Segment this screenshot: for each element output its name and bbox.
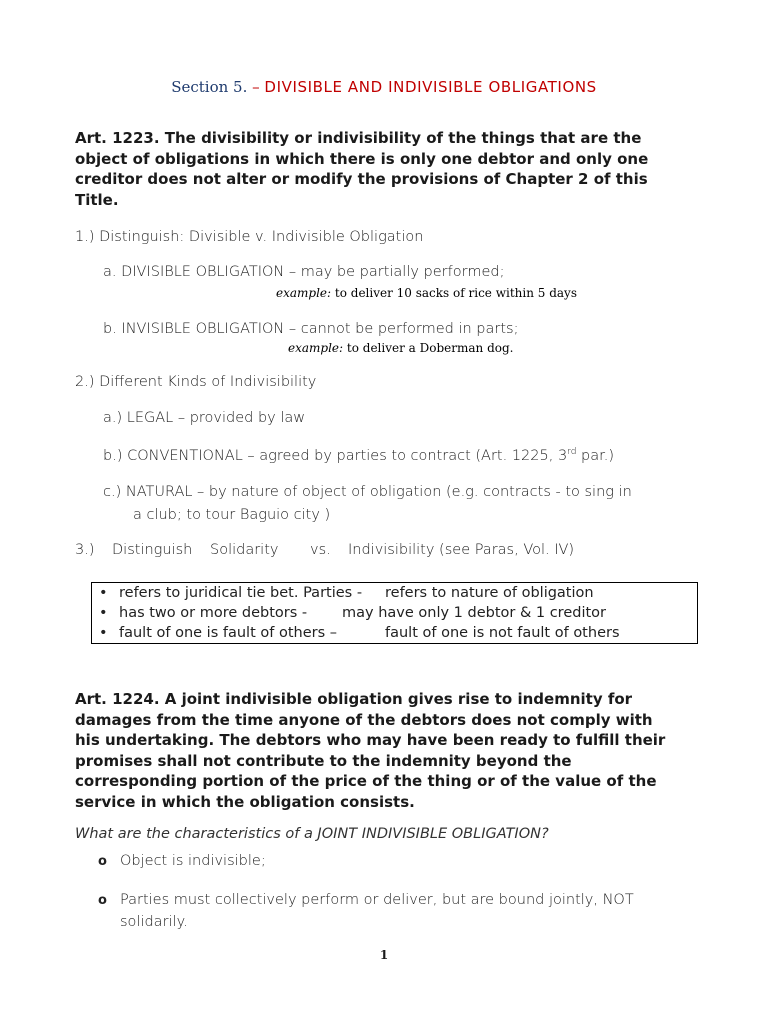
item-3-word: Distinguish xyxy=(112,542,193,558)
item-3-number: 3.) xyxy=(75,542,95,558)
comparison-row xyxy=(99,605,606,621)
page-number: 1 xyxy=(379,948,389,962)
item-3-word: Indivisibility (see Paras, Vol. IV) xyxy=(348,542,575,558)
article-line: Art. 1223. The divisibility or indivisibility of the things that are the xyxy=(75,129,642,147)
example-text: to deliver 10 sacks of rice within 5 days xyxy=(334,286,577,300)
characteristics-question: What are the characteristics of a JOINT INDIVISIBLE OBLIGATION? xyxy=(75,826,549,842)
solidarity-point: refers to juridical tie bet. Parties - xyxy=(119,585,363,601)
invisible-example xyxy=(288,341,513,355)
invisible-obligation: b. INVISIBLE OBLIGATION – cannot be performed in parts; xyxy=(103,321,519,337)
article-line: Title. xyxy=(75,190,119,209)
item-3-word: vs. xyxy=(310,542,331,558)
list-item xyxy=(98,853,107,869)
comparison-row xyxy=(99,625,620,641)
comparison-row xyxy=(99,585,594,601)
legal-kind: a.) LEGAL – provided by law xyxy=(103,410,306,426)
conventional-kind xyxy=(103,447,614,464)
conventional-end: par.) xyxy=(576,448,615,464)
section-heading: DIVISIBLE AND INDIVISIBLE OBLIGATIONS xyxy=(264,78,597,96)
article-line: service in which the obligation consists. xyxy=(75,792,415,811)
article-1223 xyxy=(75,128,693,210)
article-line: creditor does not alter or modify the provisions of Chapter 2 of this xyxy=(75,170,648,188)
circle-bullet-icon: o xyxy=(98,893,107,908)
characteristic-object: Object is indivisible; xyxy=(120,853,266,869)
article-line: his undertaking. The debtors who may have been ready to fulfill their xyxy=(75,731,666,749)
example-label: example: xyxy=(288,341,344,355)
list-item xyxy=(98,892,107,908)
bullet: • xyxy=(99,605,108,621)
natural-kind-continued: a club; to tour Baguio city ) xyxy=(133,507,331,523)
solidarity-point: fault of one is fault of others – xyxy=(119,625,338,641)
characteristic-parties-continued: solidarily. xyxy=(120,914,188,930)
article-1224 xyxy=(75,689,693,812)
divisible-obligation: a. DIVISIBLE OBLIGATION – may be partially performed; xyxy=(103,264,505,280)
solidarity-point: has two or more debtors - xyxy=(119,605,308,621)
natural-kind: c.) NATURAL – by nature of object of obligation (e.g. contracts - to sing in xyxy=(103,484,632,500)
item-1-distinguish: 1.) Distinguish: Divisible v. Indivisible Obligation xyxy=(75,229,424,245)
divisible-example xyxy=(276,286,577,300)
article-line: damages from the time anyone of the debtors does not comply with xyxy=(75,710,653,729)
article-line: corresponding portion of the price of the thing or of the value of the xyxy=(75,772,657,790)
bullet: • xyxy=(99,585,108,601)
section-dash: – xyxy=(252,78,260,96)
article-line: Art. 1224. A joint indivisible obligation gives rise to indemnity for xyxy=(75,690,633,708)
comparison-box xyxy=(91,582,698,644)
section-title xyxy=(0,78,768,96)
article-line: object of obligations in which there is only one debtor and only one xyxy=(75,149,649,168)
example-label: example: xyxy=(276,286,332,300)
section-label: Section 5. xyxy=(171,78,248,96)
ordinal-suffix: rd xyxy=(567,447,577,457)
indivisibility-point: refers to nature of obligation xyxy=(385,585,594,601)
characteristic-parties: Parties must collectively perform or deliver, but are bound jointly, NOT xyxy=(120,892,634,908)
indivisibility-point: may have only 1 debtor & 1 creditor xyxy=(342,605,606,621)
bullet: • xyxy=(99,625,108,641)
item-2-kinds: 2.) Different Kinds of Indivisibility xyxy=(75,374,317,390)
example-text: to deliver a Doberman dog. xyxy=(346,341,514,355)
conventional-text: b.) CONVENTIONAL – agreed by parties to contract (Art. 1225, 3 xyxy=(103,448,568,464)
circle-bullet-icon: o xyxy=(98,854,107,869)
item-3-word: Solidarity xyxy=(210,542,279,558)
indivisibility-point: fault of one is not fault of others xyxy=(385,625,620,641)
article-line: promises shall not contribute to the indemnity beyond the xyxy=(75,751,572,770)
